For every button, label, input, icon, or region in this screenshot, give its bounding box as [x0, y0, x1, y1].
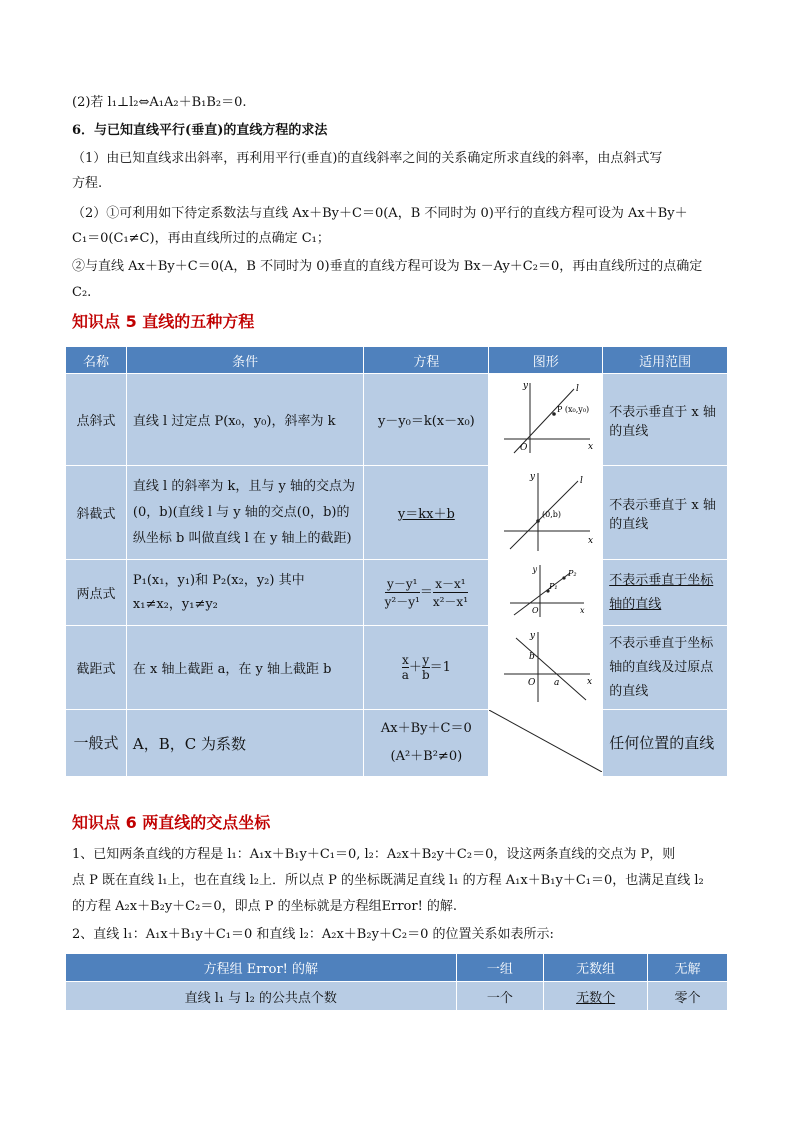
row-equation: [364, 466, 489, 560]
row-name: 一般式: [66, 710, 127, 777]
row-equation: $\frac{\text{y－y¹}}{\text{y²－y¹}}$ ＝ $\frac{\text{x－x¹}}{\text{x²－x¹}}$: [364, 560, 489, 626]
heading-6: 6．与已知直线平行(垂直)的直线方程的求法: [72, 123, 328, 138]
fraction-x-a: $\frac{x}{a}$: [401, 653, 409, 682]
row-condition: P₁(x₁，y₁)和 P₂(x₂，y₂) 其中 x₁≠x₂，y₁≠y₂: [126, 560, 364, 626]
para-3a: ②与直线 Ax＋By＋C＝0(A，B 不同时为 0)垂直的直线方程可设为 Bx－Ay＋C₂＝0，再由直线所过的点确定: [72, 259, 703, 274]
row-name: 斜截式: [66, 466, 127, 560]
s6-para-1a: 1、已知两条直线的方程是 l₁：A₁x＋B₁y＋C₁＝0, l₂：A₂x＋B₂y＋C₂＝0，设这两条直线的交点为 P，则: [72, 847, 676, 862]
para-1a: （1）由已知直线求出斜率，再利用平行(垂直)的直线斜率之间的关系确定所求直线的斜率，由点斜式写: [72, 151, 663, 166]
para-3b: C₂.: [72, 285, 92, 300]
row-slope-intercept: [66, 466, 728, 560]
graph-cell: [489, 374, 603, 466]
fraction-y-b: $\frac{y}{b}$: [421, 653, 430, 682]
origin-label: O: [531, 605, 539, 615]
row-intercept: [66, 626, 728, 710]
y-label: y: [529, 630, 535, 641]
point-label: P (x₀,y₀): [556, 404, 589, 414]
row-scope: 不表示垂直于 x 轴的直线: [603, 374, 728, 466]
row-scope: 不表示垂直于 x 轴的直线: [603, 466, 728, 560]
row-name: 两点式: [66, 560, 127, 626]
header-name: 名称: [66, 347, 127, 374]
x-label: x: [586, 676, 592, 687]
diagonal-line: [489, 710, 602, 772]
graph-cell-empty: [489, 710, 603, 777]
cell-one: 一个: [456, 982, 544, 1011]
general-constraint: (A²＋B²≠0): [390, 749, 463, 764]
row-condition: 在 x 轴上截距 a，在 y 轴上截距 b: [126, 626, 364, 710]
fraction-1: $\frac{\text{y－y¹}}{\text{y²－y¹}}$: [384, 577, 420, 609]
graph-cell: [489, 560, 603, 626]
s6-para-1c: 的方程 A₂x＋B₂y＋C₂＝0，即点 P 的坐标就是方程组Error! 的解.: [72, 899, 458, 914]
y-label: y: [529, 471, 535, 482]
fraction-2: $\frac{\text{x－x¹}}{\text{x²－x¹}}$: [432, 577, 469, 609]
perpendicular-condition: (2)若 l₁⊥l₂⇔A₁A₂＋B₁B₂＝0.: [72, 95, 247, 110]
s6-para-2: 2、直线 l₁：A₁x＋B₁y＋C₁＝0 和直线 l₂：A₂x＋B₂y＋C₂＝0 的位置关系如表所示:: [72, 927, 554, 942]
equation-text: y＝kx＋b: [397, 507, 455, 522]
row-scope: 任何位置的直线: [603, 710, 728, 777]
row-equation: [364, 710, 489, 777]
p1-label: P₁: [548, 581, 558, 591]
header-one: 一组: [456, 954, 544, 982]
para-2a: （2）①可利用如下待定系数法与直线 Ax＋By＋C＝0(A，B 不同时为 0)平行的直线方程可设为 Ax＋By＋: [72, 206, 688, 221]
row-equation: $\frac{x}{a}$ ＋ $\frac{y}{b}$ ＝1: [364, 626, 489, 710]
two-point-graph: [506, 563, 586, 619]
row-name: 点斜式: [66, 374, 127, 466]
header-graph: 图形: [489, 347, 603, 374]
five-equations-table: [65, 346, 728, 777]
row-condition: 直线 l 的斜率为 k，且与 y 轴的交点为(0，b)(直线 l 与 y 轴的交点(0，b)的纵坐标 b 叫做直线 l 在 y 轴上的截距): [126, 466, 364, 560]
row-scope: 不表示垂直于坐标轴的直线: [603, 560, 728, 626]
section-5-title: 知识点 5 直线的五种方程: [72, 312, 255, 331]
row-condition: A，B，C 为系数: [126, 710, 364, 777]
row-condition: 直线 l 过定点 P(x₀，y₀)，斜率为 k: [126, 374, 364, 466]
y-label: y: [522, 380, 528, 391]
line-label: l: [579, 475, 583, 486]
graph-cell: [489, 466, 603, 560]
intersection-table: [65, 953, 728, 1011]
para-1b: 方程.: [72, 176, 103, 191]
s6-para-1b: 点 P 既在直线 l₁上，也在直线 l₂上．所以点 P 的坐标既满足直线 l₁ 的方程 A₁x＋B₁y＋C₁＝0，也满足直线 l₂: [72, 873, 704, 888]
cell-common-points: 直线 l₁ 与 l₂ 的公共点个数: [66, 982, 457, 1011]
row-scope: 不表示垂直于坐标轴的直线及过原点的直线: [603, 626, 728, 710]
origin-label: O: [527, 677, 536, 688]
cell-zero: 零个: [647, 982, 727, 1011]
general-equation: Ax＋By＋C＝0: [380, 721, 472, 736]
header-infinite: 无数组: [544, 954, 648, 982]
row-name: 截距式: [66, 626, 127, 710]
para-2b: C₁＝0(C₁≠C)，再由直线所过的点确定 C₁；: [72, 231, 330, 246]
row-point-slope: [66, 374, 728, 466]
x-label: x: [587, 535, 593, 546]
header-none: 无解: [647, 954, 727, 982]
point-slope-graph: [498, 379, 594, 457]
slope-intercept-graph: [498, 469, 594, 553]
p2-label: P₂: [567, 568, 577, 578]
x-label: x: [587, 441, 593, 452]
header-equation: 方程: [364, 347, 489, 374]
row-general: [66, 710, 728, 777]
header-condition: 条件: [126, 347, 364, 374]
x-label: x: [579, 605, 585, 615]
intercept-label: (0,b): [541, 509, 561, 519]
header-scope: 适用范围: [603, 347, 728, 374]
cell-infinite: 无数个: [544, 982, 648, 1011]
a-label: a: [553, 677, 560, 688]
row-equation: y－y₀＝k(x－x₀): [364, 374, 489, 466]
y-label: y: [532, 564, 537, 574]
row-two-point: [66, 560, 728, 626]
line-label: l: [575, 383, 579, 394]
graph-cell: [489, 626, 603, 710]
section-6-title: 知识点 6 两直线的交点坐标: [72, 813, 271, 832]
header-solution: 方程组 Error! 的解: [66, 954, 457, 982]
intercept-graph: [498, 628, 594, 704]
origin-label: O: [519, 442, 528, 453]
b-label: b: [528, 651, 535, 662]
